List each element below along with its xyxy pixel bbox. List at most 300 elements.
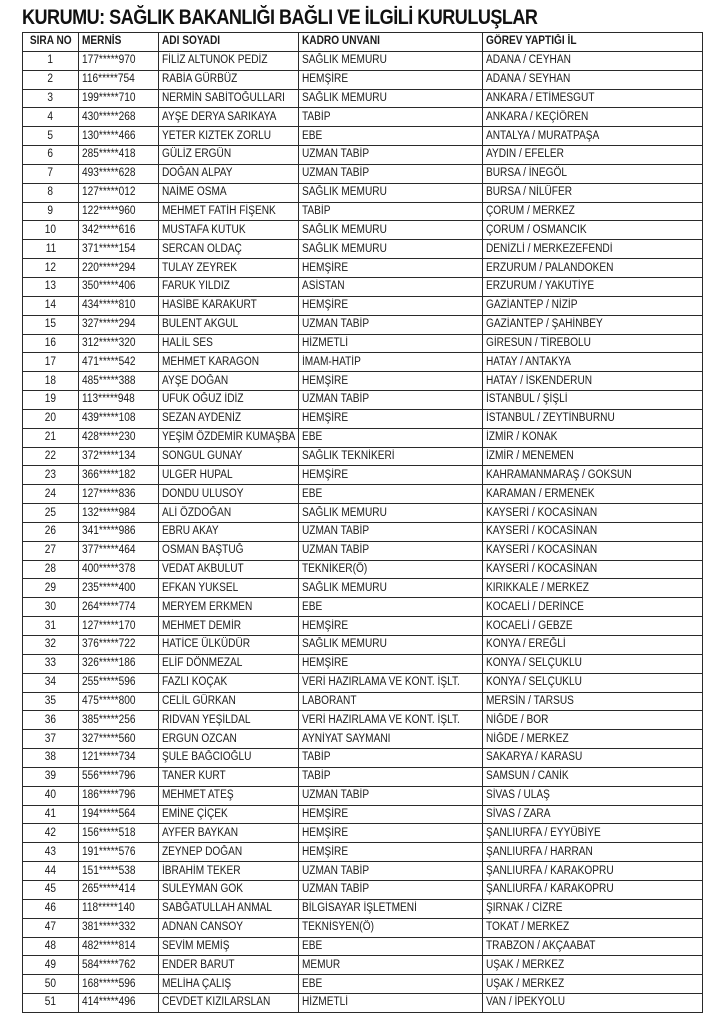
table-row — [23, 315, 703, 334]
table-row — [23, 899, 703, 918]
cell-sira-no: 46 — [23, 899, 79, 918]
cell-adi-soyadi: SEVİM MEMİŞ — [159, 937, 299, 956]
table-row — [23, 202, 703, 221]
cell-adi-soyadi: FARUK YILDIZ — [159, 277, 299, 296]
table-row — [23, 466, 703, 485]
cell-kadro-unvani: UZMAN TABİP — [299, 146, 483, 165]
cell-gorev-il: BURSA / NİLÜFER — [483, 183, 703, 202]
header-mernis: MERNİS — [79, 33, 159, 52]
cell-mernis: 385*****256 — [79, 711, 159, 730]
cell-mernis: 493*****628 — [79, 164, 159, 183]
table-row — [23, 749, 703, 768]
table-row — [23, 108, 703, 127]
cell-mernis: 430*****268 — [79, 108, 159, 127]
cell-sira-no: 27 — [23, 541, 79, 560]
cell-adi-soyadi: SEZAN AYDENİZ — [159, 409, 299, 428]
cell-sira-no: 35 — [23, 692, 79, 711]
table-row — [23, 862, 703, 881]
cell-mernis: 177*****970 — [79, 51, 159, 70]
header-adi-soyadi: ADI SOYADI — [159, 33, 299, 52]
cell-gorev-il: ADANA / CEYHAN — [483, 51, 703, 70]
personnel-table — [22, 32, 703, 1013]
cell-sira-no: 23 — [23, 466, 79, 485]
cell-gorev-il: KARAMAN / ERMENEK — [483, 485, 703, 504]
cell-sira-no: 25 — [23, 504, 79, 523]
cell-adi-soyadi: ALİ ÖZDOĞAN — [159, 504, 299, 523]
cell-kadro-unvani: SAĞLIK MEMURU — [299, 221, 483, 240]
cell-sira-no: 6 — [23, 146, 79, 165]
table-row — [23, 937, 703, 956]
cell-gorev-il: KAYSERİ / KOCASİNAN — [483, 522, 703, 541]
cell-sira-no: 40 — [23, 786, 79, 805]
cell-sira-no: 44 — [23, 862, 79, 881]
cell-gorev-il: İSTANBUL / ZEYTİNBURNU — [483, 409, 703, 428]
cell-adi-soyadi: NERMİN SABİTOĞULLARI — [159, 89, 299, 108]
cell-mernis: 116*****754 — [79, 70, 159, 89]
cell-mernis: 285*****418 — [79, 146, 159, 165]
cell-adi-soyadi: RABİA GÜRBÜZ — [159, 70, 299, 89]
cell-mernis: 327*****560 — [79, 730, 159, 749]
cell-mernis: 371*****154 — [79, 240, 159, 259]
cell-mernis: 186*****796 — [79, 786, 159, 805]
cell-adi-soyadi: SÜLEYMAN GÖK — [159, 880, 299, 899]
cell-adi-soyadi: YEŞİM ÖZDEMİR KUMAŞBA — [159, 428, 299, 447]
cell-gorev-il: SAKARYA / KARASU — [483, 749, 703, 768]
cell-gorev-il: ANKARA / ETİMESGUT — [483, 89, 703, 108]
table-row — [23, 183, 703, 202]
cell-kadro-unvani: VERİ HAZIRLAMA VE KONT. İŞLT. — [299, 711, 483, 730]
cell-mernis: 326*****186 — [79, 654, 159, 673]
cell-mernis: 264*****774 — [79, 598, 159, 617]
table-row — [23, 353, 703, 372]
table-row — [23, 975, 703, 994]
cell-kadro-unvani: TABİP — [299, 767, 483, 786]
cell-sira-no: 29 — [23, 579, 79, 598]
cell-mernis: 235*****400 — [79, 579, 159, 598]
cell-adi-soyadi: RIDVAN YEŞİLDAL — [159, 711, 299, 730]
cell-kadro-unvani: SAĞLIK MEMURU — [299, 579, 483, 598]
cell-mernis: 381*****332 — [79, 918, 159, 937]
table-row — [23, 127, 703, 146]
cell-adi-soyadi: SONGÜL GÜNAY — [159, 447, 299, 466]
cell-sira-no: 50 — [23, 975, 79, 994]
cell-mernis: 350*****406 — [79, 277, 159, 296]
cell-mernis: 168*****596 — [79, 975, 159, 994]
cell-mernis: 485*****388 — [79, 372, 159, 391]
cell-kadro-unvani: HİZMETLİ — [299, 994, 483, 1013]
cell-kadro-unvani: UZMAN TABİP — [299, 541, 483, 560]
cell-gorev-il: UŞAK / MERKEZ — [483, 956, 703, 975]
cell-kadro-unvani: EBE — [299, 975, 483, 994]
cell-mernis: 118*****140 — [79, 899, 159, 918]
cell-adi-soyadi: OSMAN BAŞTUĞ — [159, 541, 299, 560]
header-kadro-unvani: KADRO UNVANI — [299, 33, 483, 52]
cell-kadro-unvani: HEMŞİRE — [299, 824, 483, 843]
cell-sira-no: 32 — [23, 636, 79, 655]
cell-gorev-il: KAYSERİ / KOCASİNAN — [483, 560, 703, 579]
cell-adi-soyadi: CEVDET KIZILARSLAN — [159, 994, 299, 1013]
cell-adi-soyadi: SABĞATULLAH ANMAL — [159, 899, 299, 918]
cell-adi-soyadi: VEDAT AKBULUT — [159, 560, 299, 579]
cell-adi-soyadi: EFKAN YÜKSEL — [159, 579, 299, 598]
cell-kadro-unvani: SAĞLIK MEMURU — [299, 504, 483, 523]
cell-mernis: 265*****414 — [79, 880, 159, 899]
table-row — [23, 70, 703, 89]
cell-adi-soyadi: MEHMET DEMİR — [159, 617, 299, 636]
cell-adi-soyadi: MERYEM ERKMEN — [159, 598, 299, 617]
cell-kadro-unvani: EBE — [299, 127, 483, 146]
cell-mernis: 194*****564 — [79, 805, 159, 824]
cell-gorev-il: ŞANLIURFA / KARAKÖPRÜ — [483, 880, 703, 899]
cell-sira-no: 17 — [23, 353, 79, 372]
cell-sira-no: 22 — [23, 447, 79, 466]
cell-kadro-unvani: HEMŞİRE — [299, 70, 483, 89]
cell-gorev-il: ŞANLIURFA / HARRAN — [483, 843, 703, 862]
table-row — [23, 485, 703, 504]
table-row — [23, 880, 703, 899]
table-row — [23, 334, 703, 353]
table-row — [23, 504, 703, 523]
cell-gorev-il: SAMSUN / CANİK — [483, 767, 703, 786]
cell-gorev-il: KONYA / EREĞLİ — [483, 636, 703, 655]
cell-adi-soyadi: TANER KURT — [159, 767, 299, 786]
cell-kadro-unvani: HEMŞİRE — [299, 409, 483, 428]
cell-sira-no: 20 — [23, 409, 79, 428]
cell-sira-no: 15 — [23, 315, 79, 334]
cell-kadro-unvani: LABORANT — [299, 692, 483, 711]
cell-adi-soyadi: BÜLENT AKGÜL — [159, 315, 299, 334]
table-row — [23, 277, 703, 296]
cell-gorev-il: KIRIKKALE / MERKEZ — [483, 579, 703, 598]
cell-gorev-il: DENİZLİ / MERKEZEFENDİ — [483, 240, 703, 259]
cell-gorev-il: KAHRAMANMARAŞ / GÖKSUN — [483, 466, 703, 485]
cell-gorev-il: İZMİR / MENEMEN — [483, 447, 703, 466]
cell-gorev-il: ŞANLIURFA / KARAKÖPRÜ — [483, 862, 703, 881]
cell-adi-soyadi: MEHMET FATİH FİŞENK — [159, 202, 299, 221]
cell-kadro-unvani: HEMŞİRE — [299, 296, 483, 315]
table-row — [23, 786, 703, 805]
table-row — [23, 824, 703, 843]
cell-kadro-unvani: SAĞLIK MEMURU — [299, 240, 483, 259]
table-row — [23, 560, 703, 579]
table-row — [23, 579, 703, 598]
cell-kadro-unvani: TABİP — [299, 749, 483, 768]
cell-kadro-unvani: TEKNİKER(Ö) — [299, 560, 483, 579]
cell-adi-soyadi: DÖNDÜ ULUSOY — [159, 485, 299, 504]
cell-gorev-il: TRABZON / AKÇAABAT — [483, 937, 703, 956]
cell-adi-soyadi: SERCAN OLDAÇ — [159, 240, 299, 259]
table-row — [23, 428, 703, 447]
cell-adi-soyadi: AYŞE DERYA SARIKAYA — [159, 108, 299, 127]
cell-sira-no: 28 — [23, 560, 79, 579]
cell-gorev-il: NİĞDE / BOR — [483, 711, 703, 730]
cell-mernis: 341*****986 — [79, 522, 159, 541]
cell-mernis: 439*****108 — [79, 409, 159, 428]
table-row — [23, 51, 703, 70]
cell-kadro-unvani: SAĞLIK MEMURU — [299, 636, 483, 655]
cell-mernis: 366*****182 — [79, 466, 159, 485]
cell-adi-soyadi: AYŞE DOĞAN — [159, 372, 299, 391]
cell-adi-soyadi: ŞULE BAĞCIOĞLU — [159, 749, 299, 768]
cell-adi-soyadi: HATİCE ÜLKÜDÜR — [159, 636, 299, 655]
cell-adi-soyadi: AYFER BAYKAN — [159, 824, 299, 843]
table-row — [23, 843, 703, 862]
cell-sira-no: 49 — [23, 956, 79, 975]
table-row — [23, 598, 703, 617]
cell-adi-soyadi: MEHMET ATEŞ — [159, 786, 299, 805]
cell-kadro-unvani: TABİP — [299, 202, 483, 221]
cell-sira-no: 5 — [23, 127, 79, 146]
cell-sira-no: 30 — [23, 598, 79, 617]
table-row — [23, 654, 703, 673]
table-row — [23, 89, 703, 108]
cell-sira-no: 39 — [23, 767, 79, 786]
cell-adi-soyadi: HALİL SES — [159, 334, 299, 353]
cell-gorev-il: KOCAELİ / DERİNCE — [483, 598, 703, 617]
cell-kadro-unvani: SAĞLIK MEMURU — [299, 183, 483, 202]
cell-kadro-unvani: EBE — [299, 937, 483, 956]
cell-gorev-il: ERZURUM / PALANDÖKEN — [483, 259, 703, 278]
cell-adi-soyadi: EBRU AKAY — [159, 522, 299, 541]
cell-gorev-il: ŞANLIURFA / EYYÜBİYE — [483, 824, 703, 843]
cell-mernis: 556*****796 — [79, 767, 159, 786]
cell-kadro-unvani: EBE — [299, 485, 483, 504]
cell-mernis: 132*****984 — [79, 504, 159, 523]
cell-adi-soyadi: UFUK OĞUZ İDİZ — [159, 391, 299, 410]
cell-gorev-il: ANKARA / KEÇİÖREN — [483, 108, 703, 127]
cell-gorev-il: İZMİR / KONAK — [483, 428, 703, 447]
cell-mernis: 220*****294 — [79, 259, 159, 278]
cell-mernis: 113*****948 — [79, 391, 159, 410]
cell-adi-soyadi: GÜLİZ ERGÜN — [159, 146, 299, 165]
cell-kadro-unvani: MEMUR — [299, 956, 483, 975]
table-row — [23, 296, 703, 315]
table-row — [23, 617, 703, 636]
cell-gorev-il: ERZURUM / YAKUTİYE — [483, 277, 703, 296]
cell-kadro-unvani: HEMŞİRE — [299, 843, 483, 862]
cell-mernis: 255*****596 — [79, 673, 159, 692]
table-row — [23, 146, 703, 165]
cell-mernis: 127*****170 — [79, 617, 159, 636]
cell-mernis: 400*****378 — [79, 560, 159, 579]
cell-kadro-unvani: HEMŞİRE — [299, 805, 483, 824]
cell-kadro-unvani: UZMAN TABİP — [299, 391, 483, 410]
cell-mernis: 151*****538 — [79, 862, 159, 881]
cell-sira-no: 36 — [23, 711, 79, 730]
cell-sira-no: 24 — [23, 485, 79, 504]
cell-sira-no: 7 — [23, 164, 79, 183]
cell-kadro-unvani: TABİP — [299, 108, 483, 127]
cell-sira-no: 18 — [23, 372, 79, 391]
cell-adi-soyadi: ZEYNEP DOĞAN — [159, 843, 299, 862]
cell-sira-no: 4 — [23, 108, 79, 127]
cell-gorev-il: KOCAELİ / GEBZE — [483, 617, 703, 636]
cell-sira-no: 43 — [23, 843, 79, 862]
cell-kadro-unvani: ASİSTAN — [299, 277, 483, 296]
table-row — [23, 409, 703, 428]
cell-mernis: 342*****616 — [79, 221, 159, 240]
cell-mernis: 428*****230 — [79, 428, 159, 447]
cell-gorev-il: KAYSERİ / KOCASİNAN — [483, 541, 703, 560]
cell-gorev-il: MERSİN / TARSUS — [483, 692, 703, 711]
cell-mernis: 377*****464 — [79, 541, 159, 560]
table-row — [23, 711, 703, 730]
cell-adi-soyadi: FİLİZ ALTUNOK PEDİZ — [159, 51, 299, 70]
header-gorev-il: GÖREV YAPTIĞI İL — [483, 33, 703, 52]
cell-mernis: 127*****836 — [79, 485, 159, 504]
cell-kadro-unvani: HEMŞİRE — [299, 259, 483, 278]
cell-adi-soyadi: CELİL GÜRKAN — [159, 692, 299, 711]
cell-mernis: 199*****710 — [79, 89, 159, 108]
table-row — [23, 541, 703, 560]
cell-kadro-unvani: HEMŞİRE — [299, 617, 483, 636]
cell-sira-no: 41 — [23, 805, 79, 824]
cell-sira-no: 9 — [23, 202, 79, 221]
cell-kadro-unvani: VERİ HAZIRLAMA VE KONT. İŞLT. — [299, 673, 483, 692]
cell-kadro-unvani: TEKNİSYEN(Ö) — [299, 918, 483, 937]
cell-sira-no: 38 — [23, 749, 79, 768]
cell-sira-no: 48 — [23, 937, 79, 956]
cell-sira-no: 45 — [23, 880, 79, 899]
cell-sira-no: 1 — [23, 51, 79, 70]
cell-mernis: 376*****722 — [79, 636, 159, 655]
cell-kadro-unvani: EBE — [299, 428, 483, 447]
table-row — [23, 730, 703, 749]
cell-sira-no: 2 — [23, 70, 79, 89]
cell-kadro-unvani: UZMAN TABİP — [299, 522, 483, 541]
cell-sira-no: 34 — [23, 673, 79, 692]
cell-gorev-il: GAZİANTEP / NİZİP — [483, 296, 703, 315]
cell-mernis: 156*****518 — [79, 824, 159, 843]
cell-adi-soyadi: ELİF DÖNMEZAL — [159, 654, 299, 673]
cell-sira-no: 10 — [23, 221, 79, 240]
table-row — [23, 767, 703, 786]
table-row — [23, 692, 703, 711]
cell-sira-no: 51 — [23, 994, 79, 1013]
cell-adi-soyadi: MEHMET KARAGÖN — [159, 353, 299, 372]
table-row — [23, 805, 703, 824]
cell-mernis: 584*****762 — [79, 956, 159, 975]
cell-sira-no: 14 — [23, 296, 79, 315]
cell-gorev-il: SİVAS / ULAŞ — [483, 786, 703, 805]
cell-mernis: 127*****012 — [79, 183, 159, 202]
cell-sira-no: 16 — [23, 334, 79, 353]
table-row — [23, 221, 703, 240]
cell-gorev-il: GAZİANTEP / ŞAHİNBEY — [483, 315, 703, 334]
cell-kadro-unvani: SAĞLIK MEMURU — [299, 51, 483, 70]
table-row — [23, 391, 703, 410]
cell-adi-soyadi: DOĞAN ALPAY — [159, 164, 299, 183]
cell-gorev-il: ADANA / SEYHAN — [483, 70, 703, 89]
cell-gorev-il: BURSA / İNEGÖL — [483, 164, 703, 183]
cell-adi-soyadi: ERGÜN ÖZCAN — [159, 730, 299, 749]
cell-gorev-il: TOKAT / MERKEZ — [483, 918, 703, 937]
cell-adi-soyadi: ÜLGER HUPAL — [159, 466, 299, 485]
table-row — [23, 164, 703, 183]
table-row — [23, 673, 703, 692]
cell-kadro-unvani: BİLGİSAYAR İŞLETMENİ — [299, 899, 483, 918]
cell-gorev-il: İSTANBUL / ŞİŞLİ — [483, 391, 703, 410]
table-row — [23, 240, 703, 259]
cell-kadro-unvani: SAĞLIK TEKNİKERİ — [299, 447, 483, 466]
cell-sira-no: 8 — [23, 183, 79, 202]
cell-gorev-il: ANTALYA / MURATPAŞA — [483, 127, 703, 146]
cell-kadro-unvani: HEMŞİRE — [299, 466, 483, 485]
cell-adi-soyadi: ENDER BARUT — [159, 956, 299, 975]
document-title: KURUMU: SAĞLIK BAKANLIĞI BAĞLI VE İLGİLİ KURULUŞLAR — [22, 6, 538, 29]
cell-adi-soyadi: TÜLAY ZEYREK — [159, 259, 299, 278]
cell-gorev-il: SİVAS / ZARA — [483, 805, 703, 824]
cell-gorev-il: AYDIN / EFELER — [483, 146, 703, 165]
cell-mernis: 312*****320 — [79, 334, 159, 353]
cell-kadro-unvani: SAĞLIK MEMURU — [299, 89, 483, 108]
cell-adi-soyadi: FAZLI KOÇAK — [159, 673, 299, 692]
cell-kadro-unvani: UZMAN TABİP — [299, 315, 483, 334]
cell-adi-soyadi: İBRAHİM TEKER — [159, 862, 299, 881]
cell-mernis: 122*****960 — [79, 202, 159, 221]
cell-sira-no: 19 — [23, 391, 79, 410]
cell-mernis: 372*****134 — [79, 447, 159, 466]
cell-gorev-il: HATAY / ANTAKYA — [483, 353, 703, 372]
cell-adi-soyadi: MELİHA ÇALIŞ — [159, 975, 299, 994]
table-row — [23, 918, 703, 937]
cell-kadro-unvani: UZMAN TABİP — [299, 786, 483, 805]
cell-gorev-il: UŞAK / MERKEZ — [483, 975, 703, 994]
cell-gorev-il: HATAY / İSKENDERUN — [483, 372, 703, 391]
cell-adi-soyadi: ADNAN CANSOY — [159, 918, 299, 937]
cell-mernis: 414*****496 — [79, 994, 159, 1013]
cell-mernis: 191*****576 — [79, 843, 159, 862]
cell-gorev-il: KONYA / SELÇUKLU — [483, 673, 703, 692]
cell-sira-no: 12 — [23, 259, 79, 278]
cell-sira-no: 31 — [23, 617, 79, 636]
cell-gorev-il: NİĞDE / MERKEZ — [483, 730, 703, 749]
cell-mernis: 327*****294 — [79, 315, 159, 334]
header-sira-no: SIRA NO — [23, 33, 79, 52]
table-row — [23, 259, 703, 278]
cell-sira-no: 3 — [23, 89, 79, 108]
cell-adi-soyadi: MUSTAFA KÜTÜK — [159, 221, 299, 240]
cell-sira-no: 13 — [23, 277, 79, 296]
cell-sira-no: 26 — [23, 522, 79, 541]
cell-gorev-il: VAN / İPEKYOLU — [483, 994, 703, 1013]
cell-gorev-il: ÇORUM / MERKEZ — [483, 202, 703, 221]
cell-adi-soyadi: EMİNE ÇİÇEK — [159, 805, 299, 824]
cell-kadro-unvani: EBE — [299, 598, 483, 617]
cell-gorev-il: KAYSERİ / KOCASİNAN — [483, 504, 703, 523]
cell-sira-no: 21 — [23, 428, 79, 447]
cell-adi-soyadi: NAİME OSMA — [159, 183, 299, 202]
cell-sira-no: 47 — [23, 918, 79, 937]
cell-kadro-unvani: UZMAN TABİP — [299, 880, 483, 899]
cell-kadro-unvani: AYNİYAT SAYMANI — [299, 730, 483, 749]
cell-kadro-unvani: UZMAN TABİP — [299, 164, 483, 183]
cell-sira-no: 11 — [23, 240, 79, 259]
table-row — [23, 956, 703, 975]
cell-gorev-il: GİRESUN / TİREBOLU — [483, 334, 703, 353]
cell-mernis: 471*****542 — [79, 353, 159, 372]
cell-adi-soyadi: YETER KIZTEK ZORLU — [159, 127, 299, 146]
cell-mernis: 130*****466 — [79, 127, 159, 146]
table-row — [23, 994, 703, 1013]
cell-gorev-il: ŞIRNAK / CİZRE — [483, 899, 703, 918]
cell-kadro-unvani: HEMŞİRE — [299, 372, 483, 391]
cell-kadro-unvani: UZMAN TABİP — [299, 862, 483, 881]
table-header-row — [23, 33, 703, 52]
cell-kadro-unvani: HİZMETLİ — [299, 334, 483, 353]
cell-gorev-il: ÇORUM / OSMANCIK — [483, 221, 703, 240]
table-row — [23, 372, 703, 391]
